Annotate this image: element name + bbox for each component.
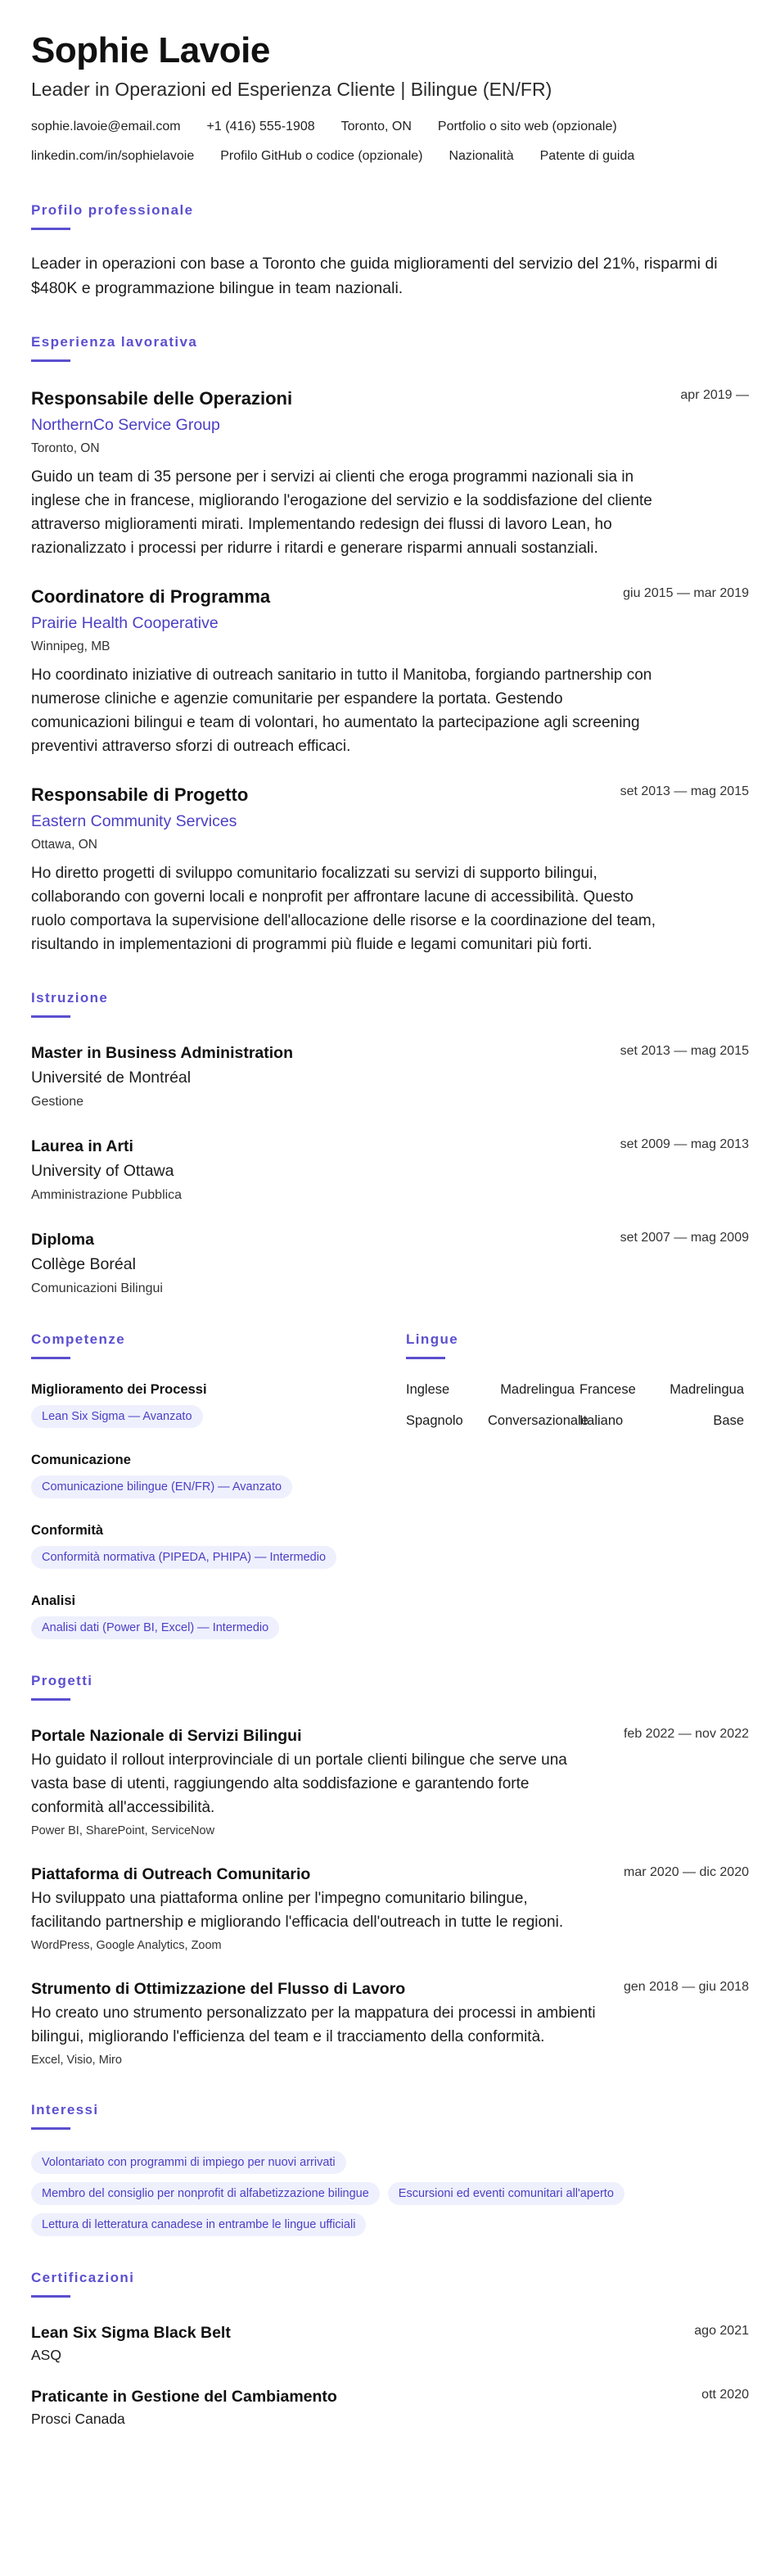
interest-chip: Escursioni ed eventi comunitari all'aperto bbox=[388, 2182, 624, 2205]
interest-chip: Membro del consiglio per nonprofit di alfabetizzazione bilingue bbox=[31, 2182, 380, 2205]
section-divider bbox=[31, 359, 70, 362]
interests-list bbox=[31, 2143, 751, 2236]
experience-section bbox=[31, 333, 749, 956]
experience-entry bbox=[31, 783, 749, 956]
education-school: University of Ottawa bbox=[31, 1162, 174, 1180]
education-field: Amministrazione Pubblica bbox=[31, 1188, 183, 1202]
project-description: Ho guidato il rollout interprovinciale di un portale clienti bilingue che serve una vasta base di utenti, raggiungendo alta soddisfazione e garantendo forte conformità all'accessibilità. bbox=[31, 1751, 567, 1816]
project-tech: Excel, Visio, Miro bbox=[31, 2054, 122, 2067]
interest-chip: Lettura di letteratura canadese in entrambe le lingue ufficiali bbox=[31, 2213, 366, 2236]
project-name: Strumento di Ottimizzazione del Flusso di Lavoro bbox=[31, 1980, 406, 1998]
section-title: Certificazioni bbox=[31, 2270, 135, 2285]
skill-category: Analisi bbox=[31, 1593, 76, 1608]
certification-issuer: Prosci Canada bbox=[31, 2411, 125, 2427]
education-degree: Master in Business Administration bbox=[31, 1044, 294, 1062]
project-tech: Power BI, SharePoint, ServiceNow bbox=[31, 1824, 215, 1837]
skill-group bbox=[31, 1451, 406, 1498]
language-name: Francese bbox=[579, 1382, 636, 1397]
section-title: Progetti bbox=[31, 1673, 93, 1688]
entry-dates: apr 2019 — bbox=[680, 388, 749, 402]
skills-section bbox=[31, 1331, 406, 1639]
skill-chip: Lean Six Sigma — Avanzato bbox=[31, 1405, 203, 1428]
entry-organization: Prairie Health Cooperative bbox=[31, 614, 219, 632]
entry-dates: giu 2015 — mar 2019 bbox=[623, 586, 749, 600]
language-name: Italiano bbox=[579, 1413, 624, 1428]
entry-organization: NorthernCo Service Group bbox=[31, 416, 220, 434]
project-entry bbox=[31, 1725, 749, 1839]
contact-phone[interactable]: +1 (416) 555-1908 bbox=[206, 120, 315, 133]
education-field: Gestione bbox=[31, 1095, 84, 1109]
project-tech: WordPress, Google Analytics, Zoom bbox=[31, 1939, 222, 1952]
section-divider bbox=[31, 2127, 70, 2130]
experience-entry bbox=[31, 386, 749, 560]
entry-role: Responsabile di Progetto bbox=[31, 784, 249, 805]
project-name: Portale Nazionale di Servizi Bilingui bbox=[31, 1727, 302, 1745]
entry-location: Toronto, ON bbox=[31, 441, 100, 455]
languages-section bbox=[406, 1331, 749, 1639]
project-name: Piattaforma di Outreach Comunitario bbox=[31, 1865, 311, 1883]
entry-dates: set 2013 — mag 2015 bbox=[620, 1044, 749, 1058]
certification-entry bbox=[31, 2386, 749, 2429]
skill-chip: Comunicazione bilingue (EN/FR) — Avanzato bbox=[31, 1476, 292, 1498]
interest-chip: Volontariato con programmi di impiego per nuovi arrivati bbox=[31, 2151, 346, 2174]
contact-nationality: Nazionalità bbox=[449, 149, 514, 163]
certification-name: Praticante in Gestione del Cambiamento bbox=[31, 2388, 337, 2406]
section-title: Istruzione bbox=[31, 990, 109, 1006]
project-description: Ho creato uno strumento personalizzato per la mappatura dei processi in ambienti bilingui, migliorando l'efficienza del team e il tracciamento della conformità. bbox=[31, 2004, 596, 2045]
education-school: Collège Boréal bbox=[31, 1255, 136, 1273]
profile-section bbox=[31, 201, 749, 301]
language-level: Madrelingua bbox=[670, 1382, 744, 1397]
language-level: Base bbox=[713, 1413, 744, 1428]
section-divider bbox=[31, 1015, 70, 1018]
profile-summary: Leader in operazioni con base a Toronto che guida miglioramenti del servizio del 21%, risparmi di $480K e programmazione bilingue in team nazionali. bbox=[31, 255, 718, 297]
certification-name: Lean Six Sigma Black Belt bbox=[31, 2324, 231, 2342]
contact-email[interactable]: sophie.lavoie@email.com bbox=[31, 120, 181, 133]
section-divider bbox=[31, 1357, 70, 1359]
entry-role: Responsabile delle Operazioni bbox=[31, 388, 293, 409]
contact-linkedin[interactable]: linkedin.com/in/sophielavoie bbox=[31, 149, 195, 163]
education-degree: Diploma bbox=[31, 1231, 94, 1249]
certification-date: ott 2020 bbox=[701, 2388, 749, 2402]
certification-issuer: ASQ bbox=[31, 2347, 61, 2363]
section-title: Lingue bbox=[406, 1331, 459, 1347]
contact-list bbox=[31, 118, 768, 177]
skill-group bbox=[31, 1592, 406, 1639]
projects-section bbox=[31, 1672, 749, 2068]
entry-dates: set 2009 — mag 2013 bbox=[620, 1137, 749, 1151]
skill-category: Conformità bbox=[31, 1523, 103, 1538]
candidate-headline: Leader in Operazioni ed Esperienza Cliente | Bilingue (EN/FR) bbox=[31, 79, 552, 100]
contact-github[interactable]: Profilo GitHub o codice (opzionale) bbox=[220, 149, 423, 163]
education-degree: Laurea in Arti bbox=[31, 1137, 133, 1155]
skill-category: Miglioramento dei Processi bbox=[31, 1382, 207, 1397]
skill-chip: Conformità normativa (PIPEDA, PHIPA) — Intermedio bbox=[31, 1546, 336, 1569]
education-field: Comunicazioni Bilingui bbox=[31, 1281, 163, 1295]
entry-dates: set 2007 — mag 2009 bbox=[620, 1231, 749, 1245]
contact-license: Patente di guida bbox=[539, 149, 635, 163]
entry-dates: feb 2022 — nov 2022 bbox=[623, 1727, 749, 1741]
entry-dates: set 2013 — mag 2015 bbox=[620, 784, 749, 798]
education-section bbox=[31, 989, 749, 1298]
section-divider bbox=[31, 1698, 70, 1701]
language-name: Spagnolo bbox=[406, 1413, 463, 1428]
education-entry bbox=[31, 1229, 749, 1298]
project-entry bbox=[31, 1864, 749, 1954]
entry-organization: Eastern Community Services bbox=[31, 812, 237, 830]
interests-section bbox=[31, 2101, 749, 2236]
entry-dates: gen 2018 — giu 2018 bbox=[623, 1980, 749, 1994]
project-entry bbox=[31, 1978, 749, 2068]
language-level: Conversazionale bbox=[488, 1413, 588, 1428]
contact-location: Toronto, ON bbox=[340, 120, 412, 133]
education-entry bbox=[31, 1136, 749, 1204]
resume-header bbox=[31, 29, 749, 177]
skill-chip: Analisi dati (Power BI, Excel) — Intermedio bbox=[31, 1616, 279, 1639]
entry-location: Ottawa, ON bbox=[31, 838, 97, 852]
section-title: Interessi bbox=[31, 2102, 99, 2117]
certification-date: ago 2021 bbox=[694, 2324, 749, 2338]
candidate-name: Sophie Lavoie bbox=[31, 30, 270, 70]
skill-group bbox=[31, 1521, 406, 1569]
languages-list bbox=[406, 1381, 749, 1430]
project-description: Ho sviluppato una piattaforma online per l'impegno comunitario bilingue, facilitando partnership e migliorando l'efficacia dell'outreach in tutte le regioni. bbox=[31, 1890, 564, 1931]
skill-category: Comunicazione bbox=[31, 1453, 131, 1467]
certification-entry bbox=[31, 2322, 749, 2365]
language-name: Inglese bbox=[406, 1382, 450, 1397]
section-divider bbox=[31, 2295, 70, 2298]
education-entry bbox=[31, 1042, 749, 1111]
skills-languages-row bbox=[31, 1331, 749, 1639]
entry-description: Guido un team di 35 persone per i servizi ai clienti che eroga programmi nazionali sia in inglese che in francese, migliorando l'erogazione del servizio e la soddisfazione del cliente attraverso miglioramenti mirati. Implementando redesign dei flussi di lavoro Lean, ho razionalizzato i processi per ridurre i ritardi e generare risparmi annuali sostanziali. bbox=[31, 468, 652, 557]
education-school: Université de Montréal bbox=[31, 1069, 192, 1087]
section-title: Competenze bbox=[31, 1331, 126, 1347]
experience-entry bbox=[31, 585, 749, 758]
entry-dates: mar 2020 — dic 2020 bbox=[624, 1865, 749, 1879]
section-title: Profilo professionale bbox=[31, 202, 194, 218]
language-level: Madrelingua bbox=[500, 1382, 575, 1397]
skill-group bbox=[31, 1381, 406, 1428]
certifications-section bbox=[31, 2269, 749, 2429]
entry-description: Ho coordinato iniziative di outreach sanitario in tutto il Manitoba, forgiando partnership con numerose cliniche e agenzie comunitarie per espandere la portata. Gestendo comunicazioni bilingui e team di volontari, ho aumentato la partecipazione agli screening preventivi attraverso sforzi di outreach efficaci. bbox=[31, 667, 652, 755]
entry-description: Ho diretto progetti di sviluppo comunitario focalizzati su servizi di supporto bilingui, collaborando con governi locali e nonprofit per affrontare lacune di accessibilità. Questo ruolo comportava la supervisione dell'allocazione delle risorse e la coordinazione del team, risultando in implementazioni di programmi più fluide e legami comunitari più forti. bbox=[31, 865, 656, 953]
entry-role: Coordinatore di Programma bbox=[31, 586, 271, 607]
contact-portfolio[interactable]: Portfolio o sito web (opzionale) bbox=[437, 120, 617, 133]
section-divider bbox=[31, 228, 70, 230]
section-divider bbox=[406, 1357, 445, 1359]
section-title: Esperienza lavorativa bbox=[31, 334, 198, 350]
entry-location: Winnipeg, MB bbox=[31, 639, 110, 653]
